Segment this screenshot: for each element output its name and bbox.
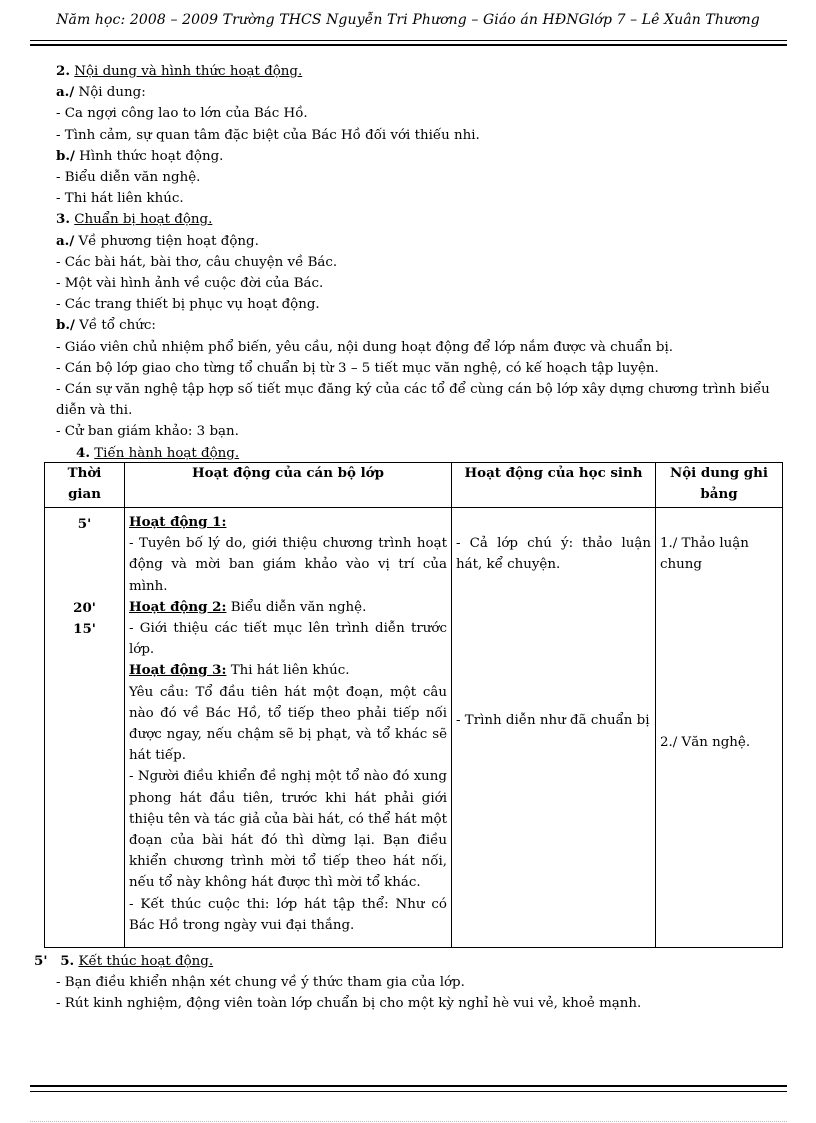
section-3b-heading: b./ Về tổ chức: [56,317,156,334]
board-note-2: 2./ Văn nghệ. [660,735,751,751]
section-2-heading: 2. Nội dung và hình thức hoạt động. [56,63,303,79]
list-item: - Rút kinh nghiệm, động viên toàn lớp chuẩn bị cho một kỳ nghỉ hè vui vẻ, khoẻ mạnh. [56,996,642,1012]
list-item: - Bạn điều khiển nhận xét chung về ý thức tham gia của lớp. [56,975,465,991]
time-3: 15' [73,621,96,638]
list-item: - Một vài hình ảnh về cuộc đời của Bác. [56,276,324,292]
activity-1-text: - Tuyên bố lý do, giới thiệu chương trình hoạt động và mời ban giám khảo vào vị trí của mình. [129,536,447,594]
page-header: Năm học: 2008 – 2009 Trường THCS Nguyễn Tri Phương – Giáo án HĐNGlớp 7 – Lê Xuân Thương [56,12,760,28]
time-column [45,508,125,948]
section-5 [34,951,641,1015]
time-2: 20' [73,600,96,617]
time-1: 5' [77,516,92,532]
header-class-officer: Hoạt động của cán bộ lớp [125,463,452,508]
student-activity-2: - Trình diễn như đã chuẩn bị [456,713,650,729]
list-item: - Các trang thiết bị phục vụ hoạt động. [56,297,320,313]
list-item: - Giáo viên chủ nhiệm phổ biến, yêu cầu, nội dung hoạt động để lớp nắm được và chuẩn bị. [56,339,674,355]
list-item: - Tình cảm, sự quan tâm đặc biệt của Bác Hồ đối với thiếu nhi. [56,127,480,143]
section-2b-heading: b./ Hình thức hoạt động. [56,147,224,164]
activity-1-title: Hoạt động 1: [129,514,227,530]
list-item: - Cán sự văn nghệ tập hợp số tiết mục đăng ký của các tổ để cùng cán bộ lớp xây dựng chương trình biểu diễn và thi. [56,382,770,419]
page-edge-dotted-line [30,1121,787,1122]
student-column [452,508,656,948]
header-student: Hoạt động của học sinh [452,463,656,508]
student-activity-1: - Cả lớp chú ý: thảo luận hát, kể chuyện. [456,536,651,573]
table-row [45,508,783,948]
class-officer-column [125,508,452,948]
list-item: - Các bài hát, bài thơ, câu chuyện về Bác. [56,254,338,270]
board-column [656,508,783,948]
header-board: Nội dung ghi bảng [656,463,783,508]
footer-rule-thin [30,1091,787,1092]
activity-2-text: - Giới thiệu các tiết mục lên trình diễn trước lớp. [129,621,447,658]
activity-3-procedure: - Người điều khiển đề nghị một tổ nào đó xung phong hát đầu tiên, trước khi hát phải giới thiệu tên và tác giả của bài hát, có thể hát một đoạn của bài hát đó thì dừng lại. Bạn điều khiển chương trình mời tổ tiếp theo hát nối, nếu tổ này không hát được thì mời tổ khác. [129,769,447,891]
header-rule-thin [30,40,787,41]
section-3a-heading: a./ Về phương tiện hoạt động. [56,232,259,249]
header-rule-thick [30,44,787,46]
list-item: - Thi hát liên khúc. [56,191,184,207]
activity-table [44,462,783,948]
activity-3-title: Hoạt động 3: Thi hát liên khúc. [129,662,350,679]
board-note-1: 1./ Thảo luận chung [660,536,749,573]
footer-rule-thick [30,1085,787,1087]
table-header-row [45,463,783,508]
list-item: - Cử ban giám khảo: 3 bạn. [56,424,239,440]
activity-3-closing: - Kết thúc cuộc thi: lớp hát tập thể: Như có Bác Hồ trong ngày vui đại thắng. [129,896,447,933]
header-time: Thời gian [45,463,125,508]
list-item: - Cán bộ lớp giao cho từng tổ chuẩn bị từ 3 – 5 tiết mục văn nghệ, có kế hoạch tập luyện. [56,360,659,376]
section-5-heading: 5' 5. Kết thúc hoạt động. [34,953,214,969]
document-body [56,61,786,464]
section-5-time: 5' [34,953,48,969]
section-3-heading: 3. Chuẩn bị hoạt động. [56,211,213,228]
section-4-heading: 4. Tiến hành hoạt động. [76,444,240,461]
activity-3-rules: Yêu cầu: Tổ đầu tiên hát một đoạn, một câu nào đó về Bác Hồ, tổ tiếp theo phải tiếp nối được ngay, nếu chậm sẽ bị phạt, và tổ khác sẽ hát tiếp. [129,684,447,764]
section-2a-heading: a./ Nội dung: [56,84,146,101]
list-item: - Ca ngợi công lao to lớn của Bác Hồ. [56,106,308,122]
list-item: - Biểu diễn văn nghệ. [56,170,201,186]
activity-2-title: Hoạt động 2: Biểu diễn văn nghệ. [129,598,367,615]
